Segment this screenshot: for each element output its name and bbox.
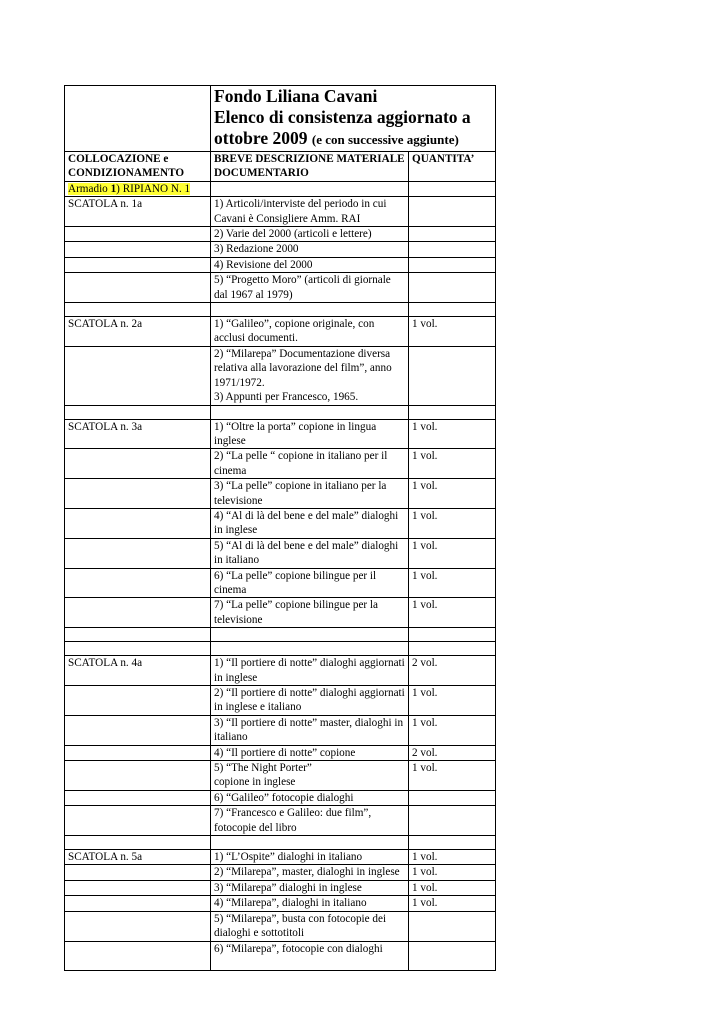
table-row xyxy=(65,479,496,509)
location-cell xyxy=(65,346,211,405)
quantity-cell: 1 vol. xyxy=(409,449,496,479)
location-cell xyxy=(65,911,211,941)
quantity-cell: 1 vol. xyxy=(409,715,496,745)
quantity-cell: 1 vol. xyxy=(409,686,496,716)
quantity-cell xyxy=(409,273,496,303)
description-cell: 3) “Milarepa” dialoghi in inglese xyxy=(211,880,409,895)
table-row xyxy=(65,317,496,347)
quantity-cell: 1 vol. xyxy=(409,896,496,911)
armadio-prefix: Armadio xyxy=(68,182,111,195)
spacer-row xyxy=(65,836,496,850)
description-cell: 2) “La pelle “ copione in italiano per il cinema xyxy=(211,449,409,479)
title-line-1: Fondo Liliana Cavani xyxy=(214,86,378,106)
table-row xyxy=(65,686,496,716)
description-cell: 7) “Francesco e Galileo: due film”, fotocopie del libro xyxy=(211,806,409,836)
table-row xyxy=(65,806,496,836)
table-row xyxy=(65,419,496,449)
location-cell xyxy=(65,865,211,880)
armadio-label xyxy=(68,183,190,195)
description-cell: 5) “Milarepa”, busta con fotocopie dei dialoghi e sottotitoli xyxy=(211,911,409,941)
quantity-cell xyxy=(409,911,496,941)
empty-cell xyxy=(211,405,409,419)
location-cell xyxy=(65,761,211,791)
location-cell xyxy=(65,449,211,479)
empty-cell xyxy=(409,836,496,850)
header-descrizione: BREVE DESCRIZIONE MATERIALE DOCUMENTARIO xyxy=(211,152,409,182)
location-cell: SCATOLA n. 5a xyxy=(65,850,211,865)
armadio-qty-empty xyxy=(409,181,496,196)
table-row xyxy=(65,227,496,242)
armadio-number: 1 xyxy=(110,182,117,195)
table-row xyxy=(65,656,496,686)
empty-cell xyxy=(65,836,211,850)
table-row xyxy=(65,880,496,895)
empty-cell xyxy=(211,836,409,850)
quantity-cell xyxy=(409,790,496,805)
location-cell xyxy=(65,896,211,911)
location-cell xyxy=(65,257,211,272)
description-cell: 2) “Il portiere di notte” dialoghi aggiornati in inglese e italiano xyxy=(211,686,409,716)
location-cell xyxy=(65,242,211,257)
quantity-cell xyxy=(409,242,496,257)
quantity-cell: 1 vol. xyxy=(409,761,496,791)
spacer-row xyxy=(65,628,496,642)
description-cell: 4) “Milarepa”, dialoghi in italiano xyxy=(211,896,409,911)
description-cell: 4) “Al di là del bene e del male” dialoghi in inglese xyxy=(211,508,409,538)
table-row xyxy=(65,598,496,628)
empty-cell xyxy=(409,405,496,419)
quantity-cell: 2 vol. xyxy=(409,656,496,686)
title-cell xyxy=(211,86,496,152)
description-cell: 4) Revisione del 2000 xyxy=(211,257,409,272)
table-row xyxy=(65,761,496,791)
table-row xyxy=(65,911,496,941)
title-line-2: Elenco di consistenza aggiornato a xyxy=(214,107,471,127)
description-cell: 3) Redazione 2000 xyxy=(211,242,409,257)
table-row xyxy=(65,896,496,911)
location-cell xyxy=(65,538,211,568)
quantity-cell: 1 vol. xyxy=(409,598,496,628)
description-cell: 2) “Milarepa” Documentazione diversa relativa alla lavorazione del film”, anno 1971/1972. 3) Appunti per Francesco, 1965. xyxy=(211,346,409,405)
location-cell xyxy=(65,745,211,760)
spacer-row xyxy=(65,303,496,317)
spacer-row xyxy=(65,405,496,419)
quantity-cell: 1 vol. xyxy=(409,479,496,509)
title-empty-cell xyxy=(65,86,211,152)
description-cell: 7) “La pelle” copione bilingue per la televisione xyxy=(211,598,409,628)
location-cell: SCATOLA n. 2a xyxy=(65,317,211,347)
empty-cell xyxy=(409,303,496,317)
armadio-cell xyxy=(65,181,211,196)
quantity-cell: 1 vol. xyxy=(409,538,496,568)
armadio-row xyxy=(65,181,496,196)
description-cell: 4) “Il portiere di notte” copione xyxy=(211,745,409,760)
location-cell xyxy=(65,273,211,303)
title-note: (e con successive aggiunte) xyxy=(311,132,459,147)
description-cell: 3) “La pelle” copione in italiano per la televisione xyxy=(211,479,409,509)
description-cell: 1) “L’Ospite” dialoghi in italiano xyxy=(211,850,409,865)
description-cell: 2) “Milarepa”, master, dialoghi in inglese xyxy=(211,865,409,880)
location-cell: SCATOLA n. 1a xyxy=(65,197,211,227)
description-cell: 1) Articoli/interviste del periodo in cui Cavani è Consigliere Amm. RAI xyxy=(211,197,409,227)
empty-cell xyxy=(211,642,409,656)
table-row xyxy=(65,568,496,598)
empty-cell xyxy=(65,642,211,656)
quantity-cell xyxy=(409,227,496,242)
description-cell: 5) “Al di là del bene e del male” dialoghi in italiano xyxy=(211,538,409,568)
table-row xyxy=(65,745,496,760)
table-row xyxy=(65,790,496,805)
empty-cell xyxy=(65,405,211,419)
empty-cell xyxy=(409,628,496,642)
armadio-suffix: ) RIPIANO N. 1 xyxy=(116,182,191,195)
quantity-cell: 1 vol. xyxy=(409,865,496,880)
table-row xyxy=(65,850,496,865)
quantity-cell: 1 vol. xyxy=(409,419,496,449)
location-cell xyxy=(65,508,211,538)
empty-cell xyxy=(409,642,496,656)
quantity-cell xyxy=(409,197,496,227)
empty-cell xyxy=(211,303,409,317)
table-row xyxy=(65,941,496,970)
location-cell xyxy=(65,686,211,716)
description-cell: 1) “Il portiere di notte” dialoghi aggiornati in inglese xyxy=(211,656,409,686)
description-cell: 5) “The Night Porter” copione in inglese xyxy=(211,761,409,791)
quantity-cell xyxy=(409,941,496,970)
quantity-cell: 1 vol. xyxy=(409,568,496,598)
description-cell: 3) “Il portiere di notte” master, dialoghi in italiano xyxy=(211,715,409,745)
quantity-cell: 1 vol. xyxy=(409,850,496,865)
description-cell: 6) “Milarepa”, fotocopie con dialoghi xyxy=(211,941,409,970)
location-cell xyxy=(65,941,211,970)
table-row xyxy=(65,197,496,227)
header-collocazione: COLLOCAZIONE e CONDIZIONAMENTO xyxy=(65,152,211,182)
location-cell: SCATOLA n. 4a xyxy=(65,656,211,686)
table-row xyxy=(65,273,496,303)
description-cell: 1) “Oltre la porta” copione in lingua inglese xyxy=(211,419,409,449)
table-row xyxy=(65,865,496,880)
location-cell xyxy=(65,598,211,628)
inventory-table xyxy=(64,85,496,971)
header-row xyxy=(65,152,496,182)
empty-cell xyxy=(65,303,211,317)
table-row xyxy=(65,242,496,257)
table-row xyxy=(65,257,496,272)
location-cell xyxy=(65,227,211,242)
title-row xyxy=(65,86,496,152)
location-cell xyxy=(65,790,211,805)
quantity-cell xyxy=(409,257,496,272)
quantity-cell: 2 vol. xyxy=(409,745,496,760)
title-line-3 xyxy=(214,128,492,150)
armadio-desc-empty xyxy=(211,181,409,196)
location-cell xyxy=(65,479,211,509)
quantity-cell: 1 vol. xyxy=(409,880,496,895)
table-row xyxy=(65,538,496,568)
quantity-cell xyxy=(409,346,496,405)
empty-cell xyxy=(211,628,409,642)
description-cell: 1) “Galileo”, copione originale, con acclusi documenti. xyxy=(211,317,409,347)
description-cell: 6) “Galileo” fotocopie dialoghi xyxy=(211,790,409,805)
description-cell: 5) “Progetto Moro” (articoli di giornale dal 1967 al 1979) xyxy=(211,273,409,303)
location-cell xyxy=(65,715,211,745)
location-cell xyxy=(65,568,211,598)
title-date: ottobre 2009 xyxy=(214,128,308,148)
table-row xyxy=(65,508,496,538)
table-row xyxy=(65,715,496,745)
location-cell xyxy=(65,880,211,895)
quantity-cell: 1 vol. xyxy=(409,508,496,538)
empty-cell xyxy=(65,628,211,642)
spacer-row xyxy=(65,642,496,656)
table-row xyxy=(65,346,496,405)
location-cell: SCATOLA n. 3a xyxy=(65,419,211,449)
quantity-cell: 1 vol. xyxy=(409,317,496,347)
location-cell xyxy=(65,806,211,836)
table-row xyxy=(65,449,496,479)
description-cell: 2) Varie del 2000 (articoli e lettere) xyxy=(211,227,409,242)
description-cell: 6) “La pelle” copione bilingue per il cinema xyxy=(211,568,409,598)
quantity-cell xyxy=(409,806,496,836)
header-quantita: QUANTITA’ xyxy=(409,152,496,182)
